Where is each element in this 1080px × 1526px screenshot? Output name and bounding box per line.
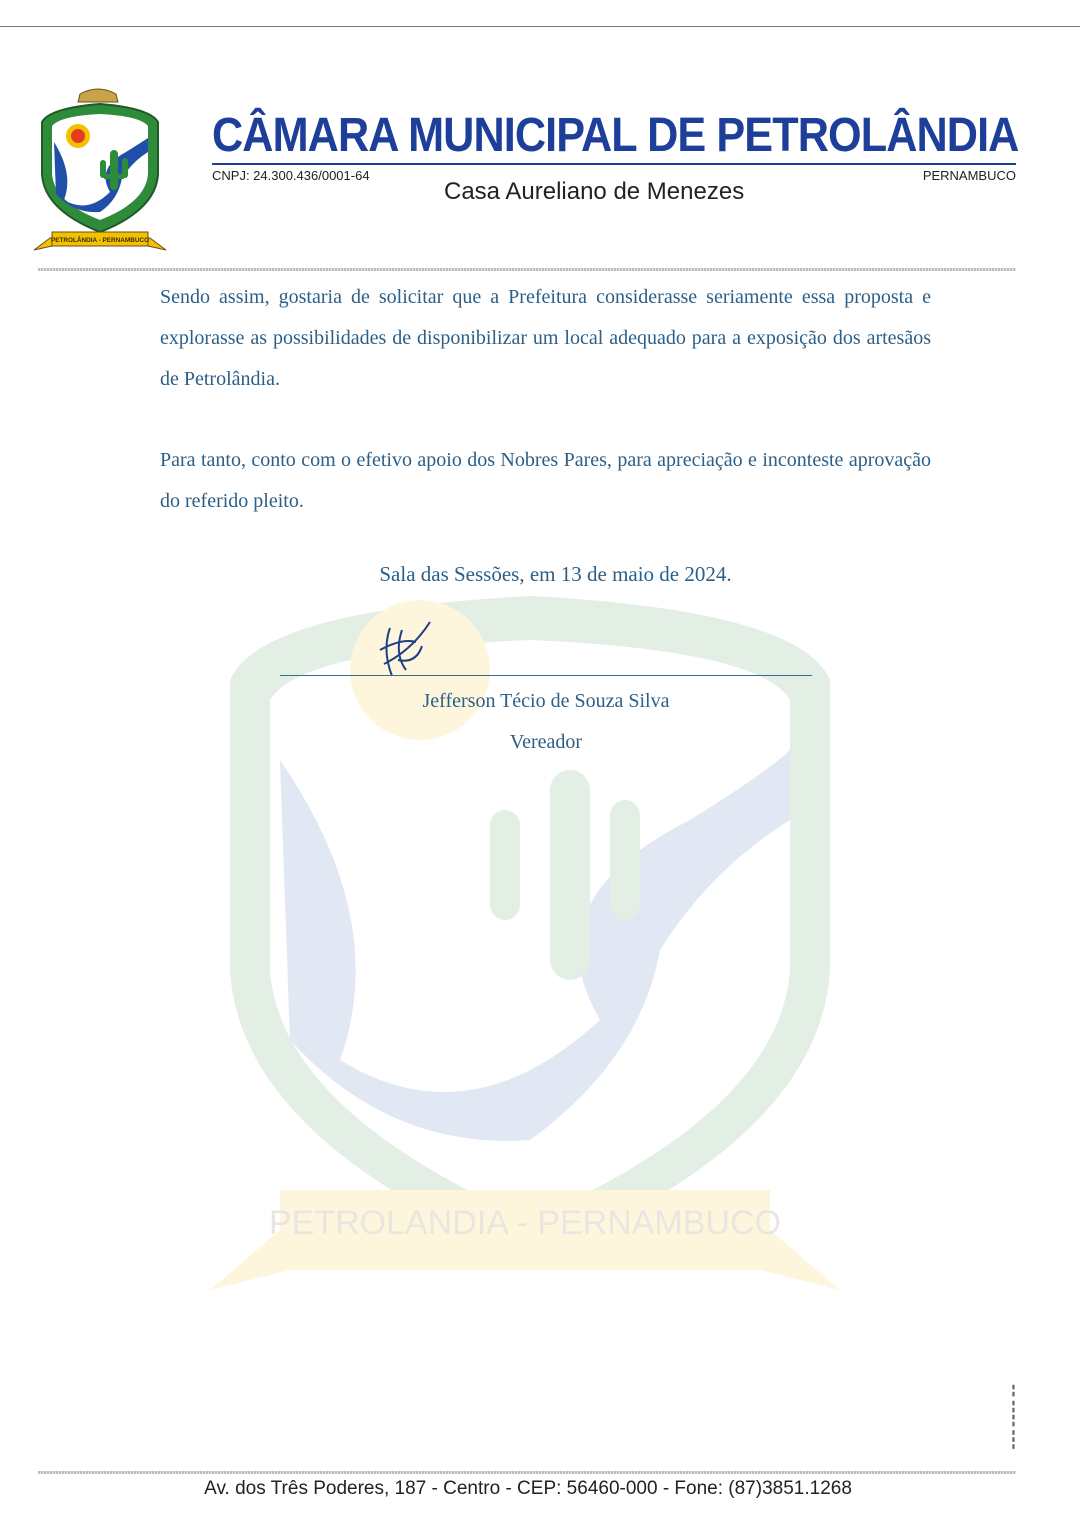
state-text: PERNAMBUCO xyxy=(922,168,1016,183)
title-underline xyxy=(212,163,1016,165)
page-title: CÂMARA MUNICIPAL DE PETROLÂNDIA xyxy=(212,109,1019,162)
side-print-code: ▮▮▮ ▮▮▮▮ ▮▮ xyxy=(1011,1383,1017,1450)
footer-address: Av. dos Três Poderes, 187 - Centro - CEP: 56460-000 - Fone: (87)3851.1268 xyxy=(204,1478,852,1499)
top-rule xyxy=(0,26,1080,27)
cnpj-text: CNPJ: 24.300.436/0001-64 xyxy=(212,168,370,183)
crest-ribbon-text: PETROLÂNDIA - PERNAMBUCO xyxy=(50,237,150,244)
body-paragraph-1: Sendo assim, gostaria de solicitar que a Prefeitura considerasse seriamente essa proposta e explorasse as possibilidades de disponibilizar um local adequado para a exposição dos artesãos de Petrolândia. xyxy=(160,286,931,390)
crest-watermark xyxy=(170,500,890,1360)
watermark-ribbon-text: PETROLANDIA - PERNAMBUCO xyxy=(269,1204,781,1242)
municipal-crest-logo xyxy=(30,82,170,262)
header-divider xyxy=(38,268,1016,271)
session-date-line: Sala das Sessões, em 13 de maio de 2024. xyxy=(379,562,732,586)
signature-line xyxy=(280,675,812,676)
signer-name: Jefferson Técio de Souza Silva xyxy=(422,690,670,712)
footer-divider xyxy=(38,1471,1016,1474)
body-paragraph-2: Para tanto, conto com o efetivo apoio dos Nobres Pares, para apreciação e inconteste aprovação do referido pleito. xyxy=(160,449,931,512)
header-subtitle: Casa Aureliano de Menezes xyxy=(444,178,745,205)
signer-role: Vereador xyxy=(509,731,583,753)
